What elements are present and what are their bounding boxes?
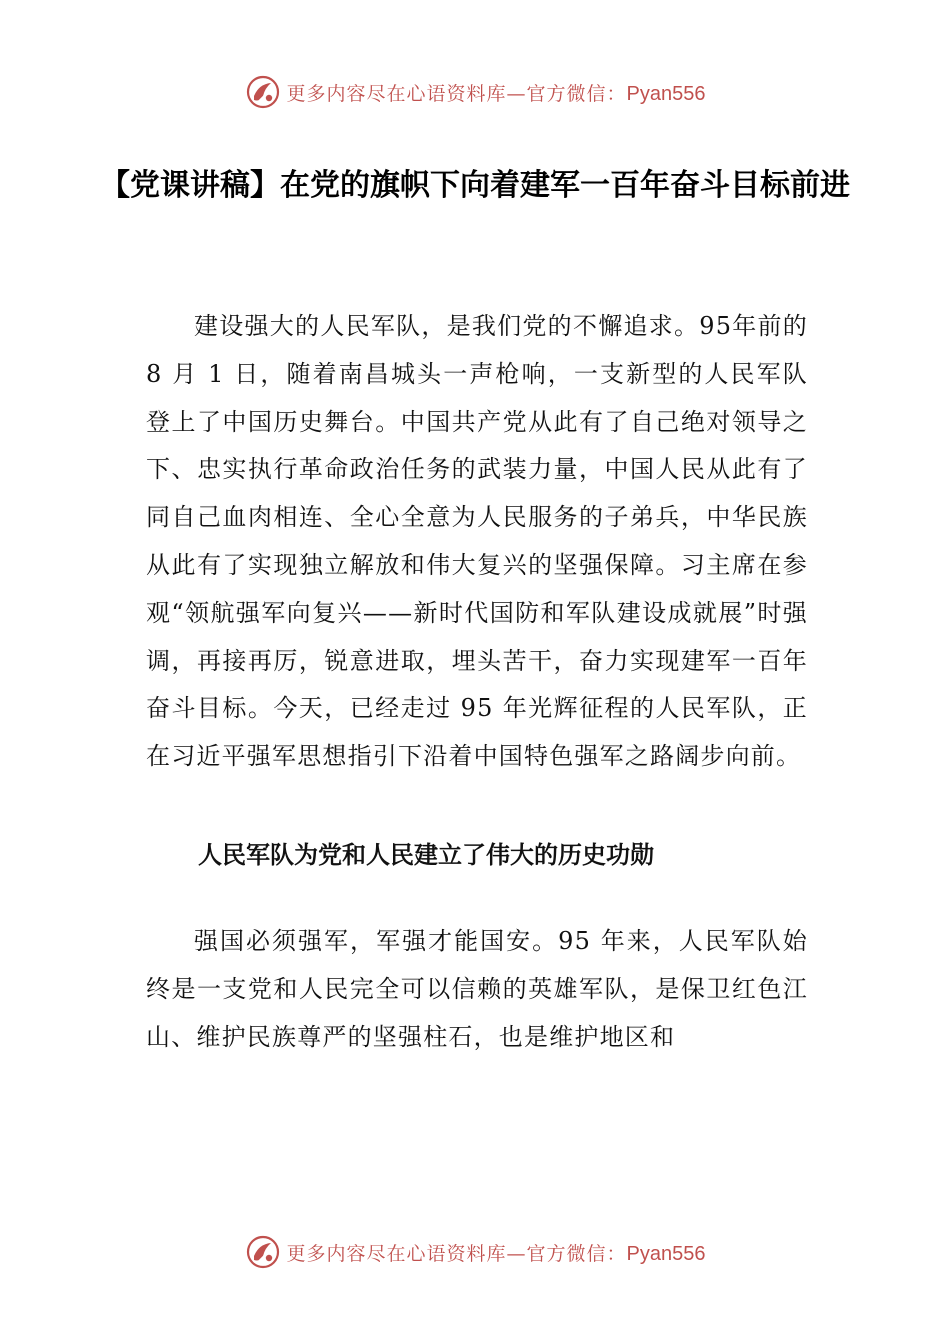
book-seal-logo-icon [245, 1234, 281, 1270]
wechat-id: Pyan556 [626, 82, 706, 105]
header-watermark [0, 72, 950, 112]
book-seal-logo-icon [245, 74, 281, 110]
footer-watermark [0, 1232, 950, 1272]
wechat-id: Pyan556 [626, 1242, 706, 1265]
body-paragraph-1: 建设强大的人民军队，是我们党的不懈追求。95年前的 8 月 1 日，随着南昌城头一声枪响，一支新型的人民军队登上了中国历史舞台。中国共产党从此有了自己绝对领导之下、忠实执行革命政治任务的武装力量，中国人民从此有了同自己血肉相连、全心全意为人民服务的子弟兵，中华民族从此有了实现独立解放和伟大复兴的坚强保障。习主席在参观“领航强军向复兴——新时代国防和军队建设成就展”时强调，再接再厉，锐意进取，埋头苦干，奋力实现建军一百年奋斗目标。今天，已经走过 95 年光辉征程的人民军队，正在习近平强军思想指引下沿着中国特色强军之路阔步向前。 [146, 312, 808, 771]
watermark-text: 更多内容尽在心语资料库—官方微信：Pyan556 [286, 1242, 706, 1265]
section-heading: 人民军队为党和人民建立了伟大的历史功勋 [198, 841, 654, 869]
body-paragraph-2: 强国必须强军，军强才能国安。95 年来，人民军队始终是一支党和人民完全可以信赖的英雄军队，是保卫红色江山、维护民族尊严的坚强柱石，也是维护地区和 [146, 927, 808, 1051]
page-title: 【党课讲稿】在党的旗帜下向着建军一百年奋斗目标前进 [100, 168, 850, 203]
watermark-text: 更多内容尽在心语资料库—官方微信：Pyan556 [286, 82, 706, 105]
